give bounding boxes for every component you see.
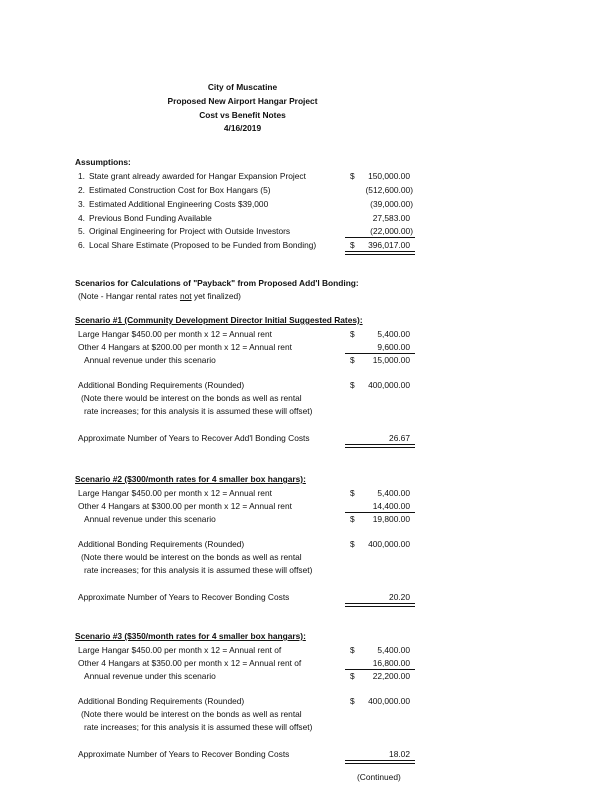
item-amount: 27,583.00 <box>372 213 410 223</box>
item-number: 1. <box>78 171 85 181</box>
item-amount: 396,017.00 <box>368 240 410 250</box>
bonding-note-line1: (Note there would be interest on the bonds as well as rental <box>81 709 302 719</box>
other-hangars-amount: 16,800.00 <box>372 658 410 668</box>
doc-subtitle: Cost vs Benefit Notes <box>199 110 286 120</box>
item-number: 6. <box>78 240 85 250</box>
note-text: yet finalized) <box>191 291 241 301</box>
divider <box>345 353 415 354</box>
item-amount: (22,000.00) <box>370 226 413 236</box>
currency-sign: $ <box>350 240 355 250</box>
item-number: 3. <box>78 199 85 209</box>
item-number: 5. <box>78 226 85 236</box>
scenarios-heading: Scenarios for Calculations of "Payback" from Proposed Add'l Bonding: <box>75 278 359 288</box>
item-amount: (512,600.00) <box>365 185 413 195</box>
currency-sign: $ <box>350 355 355 365</box>
annual-revenue-amount: 22,200.00 <box>372 671 410 681</box>
bonding-note-line1: (Note there would be interest on the bonds as well as rental <box>81 393 302 403</box>
years-value: 20.20 <box>389 592 410 602</box>
annual-revenue-amount: 19,800.00 <box>372 514 410 524</box>
doc-date: 4/16/2019 <box>223 123 262 133</box>
item-label: Local Share Estimate (Proposed to be Funded from Bonding) <box>89 240 317 250</box>
note-text: (Note - Hangar rental rates <box>78 291 180 301</box>
divider <box>345 512 415 513</box>
double-underline <box>345 251 415 255</box>
currency-sign: $ <box>350 645 355 655</box>
bonding-note-line2: rate increases; for this analysis it is assumed these will offset) <box>84 406 313 416</box>
large-hangar-label: Large Hangar $450.00 per month x 12 = Annual rent of <box>78 645 282 655</box>
bonding-amount: 400,000.00 <box>368 696 410 706</box>
divider <box>345 669 415 670</box>
bonding-label: Additional Bonding Requirements (Rounded) <box>78 696 245 706</box>
other-hangars-amount: 9,600.00 <box>377 342 410 352</box>
large-hangar-label: Large Hangar $450.00 per month x 12 = Annual rent <box>78 488 272 498</box>
currency-sign: $ <box>350 329 355 339</box>
other-hangars-label: Other 4 Hangars at $300.00 per month x 12 = Annual rent <box>78 501 292 511</box>
currency-sign: $ <box>350 671 355 681</box>
assumptions-heading: Assumptions: <box>75 157 131 167</box>
item-label: State grant already awarded for Hangar Expansion Project <box>89 171 306 181</box>
annual-revenue-label: Annual revenue under this scenario <box>84 671 216 681</box>
currency-sign: $ <box>350 514 355 524</box>
double-underline <box>345 760 415 764</box>
item-amount: 150,000.00 <box>368 171 410 181</box>
scenarios-note <box>78 291 241 302</box>
note-emphasis: not <box>179 291 192 301</box>
annual-revenue-label: Annual revenue under this scenario <box>84 355 216 365</box>
scenario-heading: Scenario #2 ($300/month rates for 4 smaller box hangars): <box>75 474 306 484</box>
item-number: 2. <box>78 185 85 195</box>
large-hangar-amount: 5,400.00 <box>377 645 410 655</box>
bonding-label: Additional Bonding Requirements (Rounded) <box>78 539 245 549</box>
project-title: Proposed New Airport Hangar Project <box>167 96 318 106</box>
double-underline <box>345 444 415 448</box>
other-hangars-label: Other 4 Hangars at $200.00 per month x 12 = Annual rent <box>78 342 292 352</box>
item-label: Previous Bond Funding Available <box>89 213 212 223</box>
bonding-note-line2: rate increases; for this analysis it is assumed these will offset) <box>84 565 313 575</box>
scenario-heading: Scenario #1 (Community Development Director Initial Suggested Rates): <box>75 315 363 325</box>
currency-sign: $ <box>350 171 355 181</box>
item-label: Original Engineering for Project with Outside Investors <box>89 226 291 236</box>
divider <box>345 237 415 238</box>
bonding-note-line1: (Note there would be interest on the bonds as well as rental <box>81 552 302 562</box>
large-hangar-amount: 5,400.00 <box>377 488 410 498</box>
scenario-heading: Scenario #3 ($350/month rates for 4 smaller box hangars): <box>75 631 306 641</box>
city-title: City of Muscatine <box>207 82 278 92</box>
item-number: 4. <box>78 213 85 223</box>
other-hangars-amount: 14,400.00 <box>372 501 410 511</box>
years-value: 18.02 <box>389 749 410 759</box>
other-hangars-label: Other 4 Hangars at $350.00 per month x 12 = Annual rent of <box>78 658 302 668</box>
annual-revenue-amount: 15,000.00 <box>372 355 410 365</box>
large-hangar-label: Large Hangar $450.00 per month x 12 = Annual rent <box>78 329 272 339</box>
double-underline <box>345 603 415 607</box>
currency-sign: $ <box>350 539 355 549</box>
years-value: 26.67 <box>389 433 410 443</box>
years-label: Approximate Number of Years to Recover Add'l Bonding Costs <box>78 433 310 443</box>
currency-sign: $ <box>350 696 355 706</box>
bonding-amount: 400,000.00 <box>368 380 410 390</box>
large-hangar-amount: 5,400.00 <box>377 329 410 339</box>
years-label: Approximate Number of Years to Recover Bonding Costs <box>78 592 290 602</box>
bonding-label: Additional Bonding Requirements (Rounded) <box>78 380 245 390</box>
item-amount: (39,000.00) <box>370 199 413 209</box>
bonding-note-line2: rate increases; for this analysis it is assumed these will offset) <box>84 722 313 732</box>
currency-sign: $ <box>350 380 355 390</box>
continued-label: (Continued) <box>357 772 401 782</box>
bonding-amount: 400,000.00 <box>368 539 410 549</box>
currency-sign: $ <box>350 488 355 498</box>
item-label: Estimated Additional Engineering Costs $39,000 <box>89 199 269 209</box>
item-label: Estimated Construction Cost for Box Hangars (5) <box>89 185 271 195</box>
years-label: Approximate Number of Years to Recover Bonding Costs <box>78 749 290 759</box>
annual-revenue-label: Annual revenue under this scenario <box>84 514 216 524</box>
